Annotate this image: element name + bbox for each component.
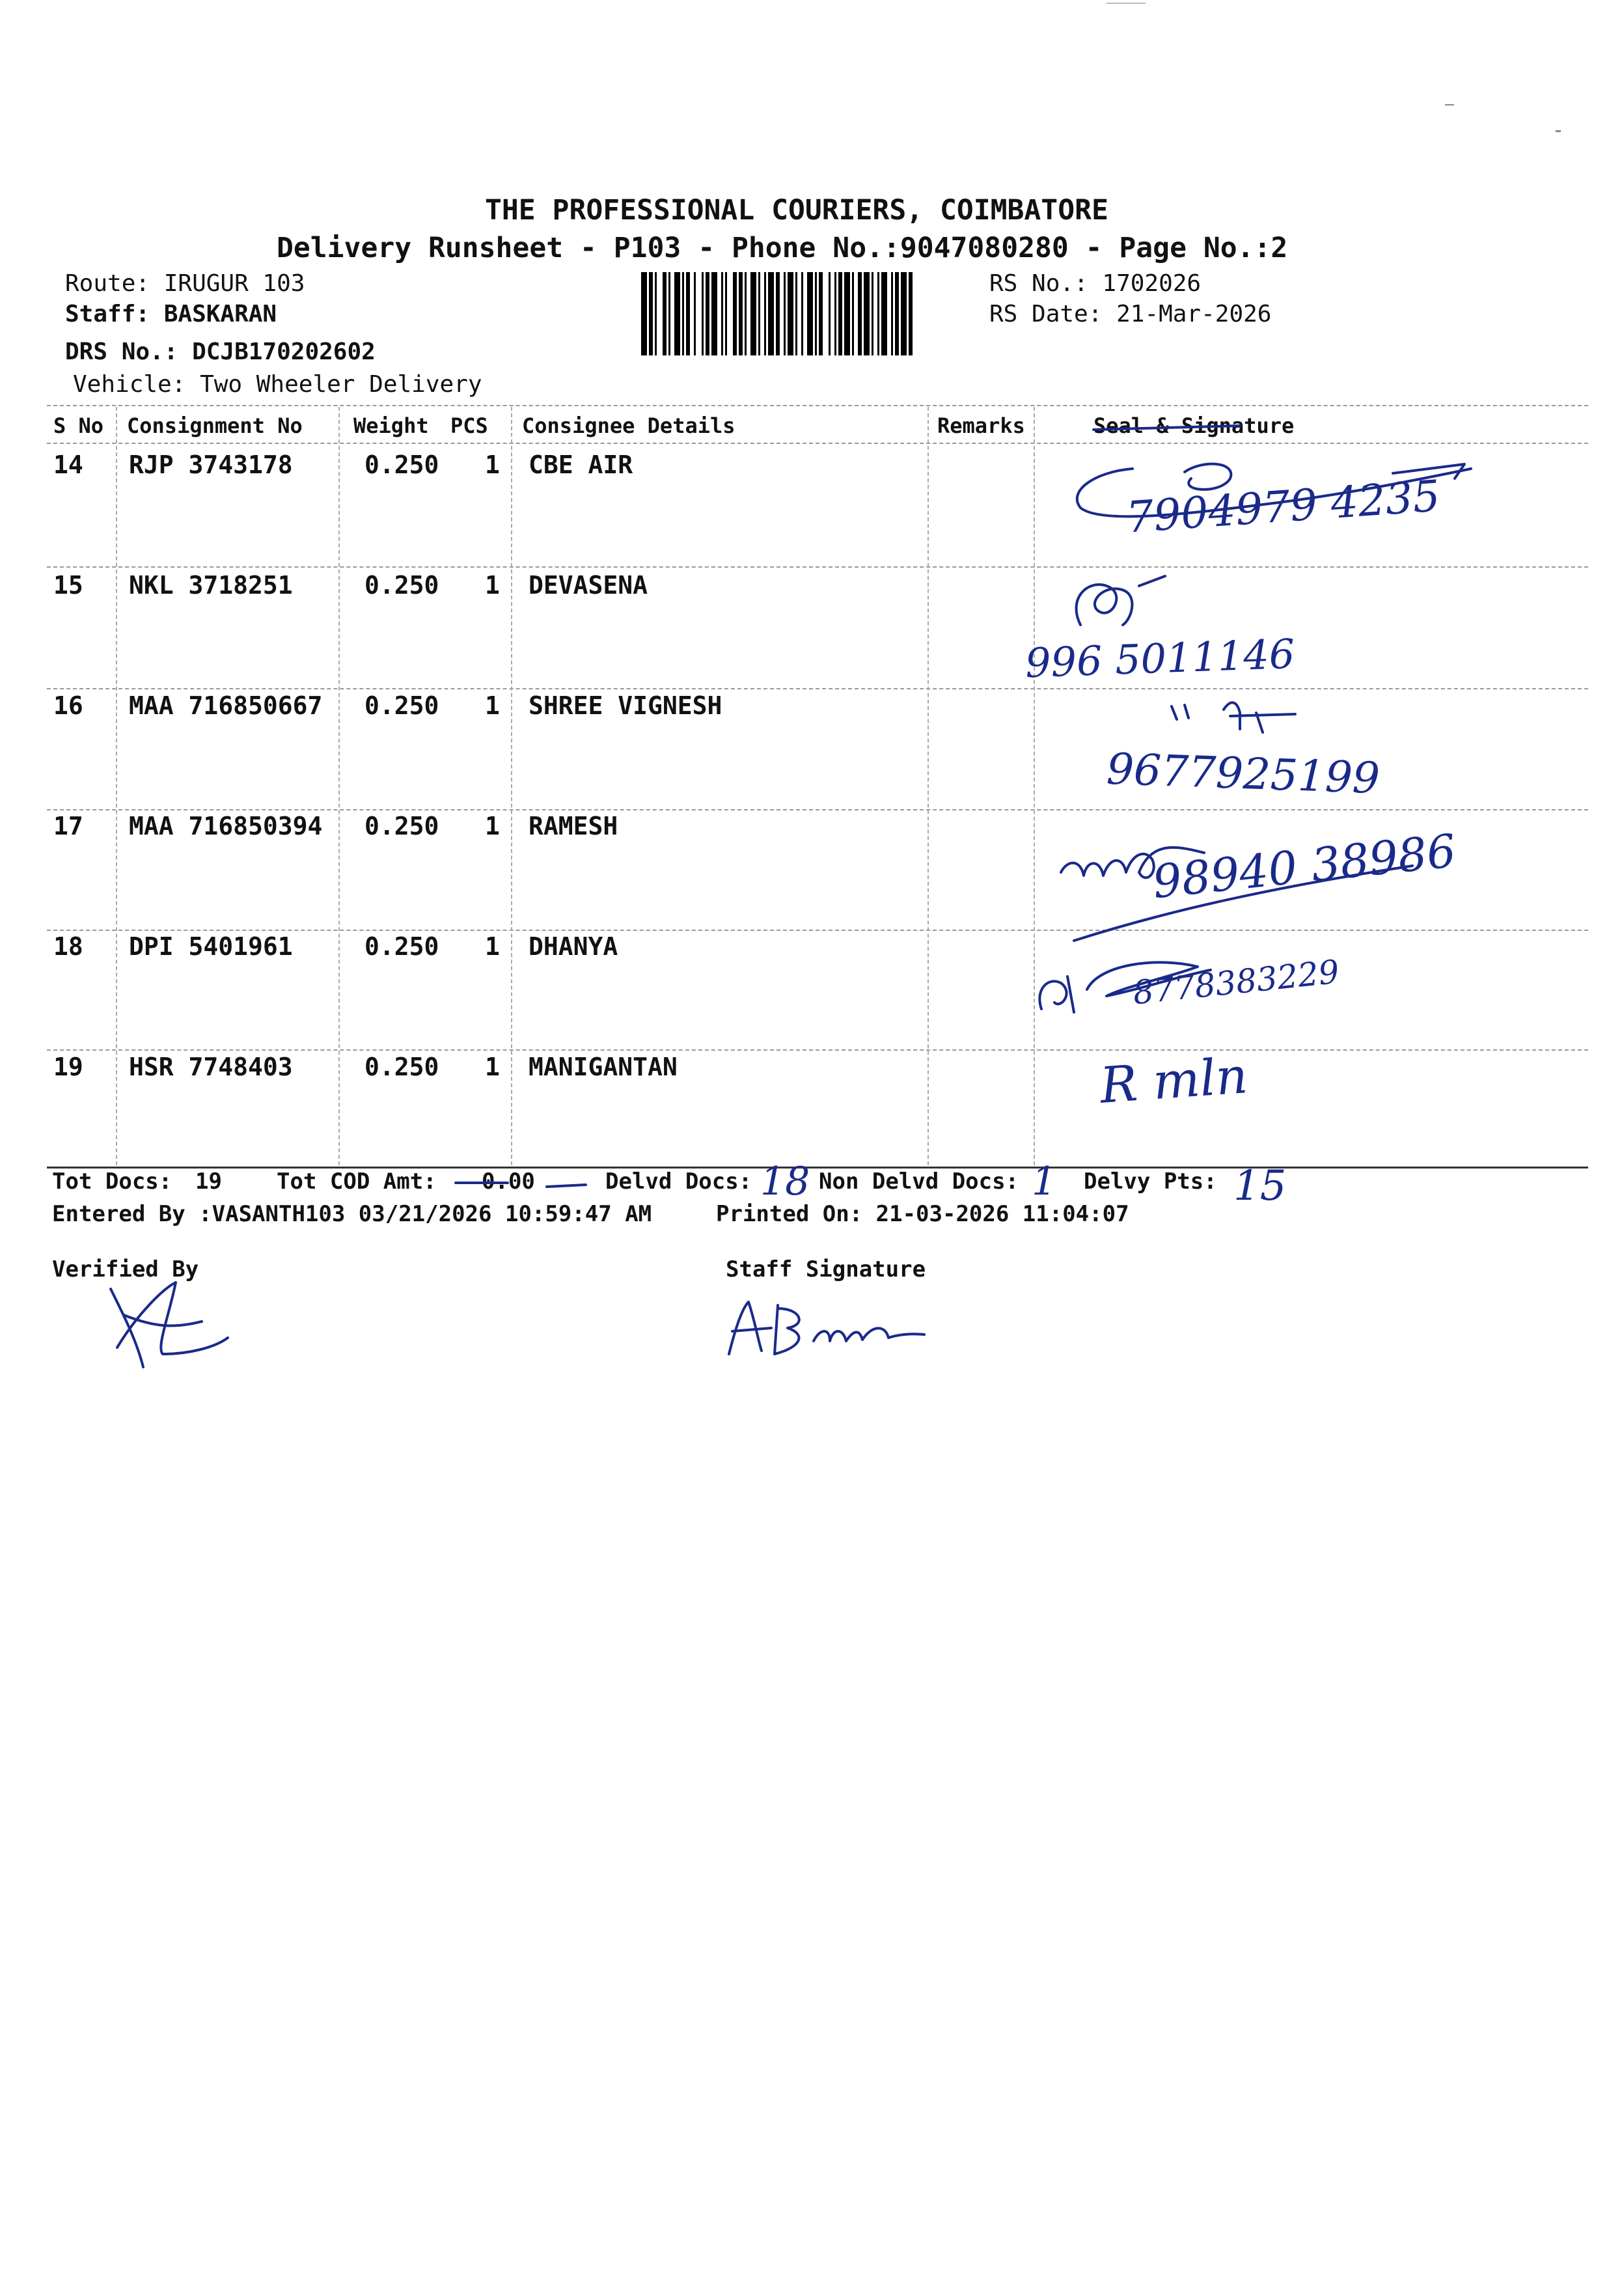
col-divider — [928, 407, 929, 1165]
delvd-docs-hand: 18 — [760, 1159, 810, 1204]
row-consignee: CBE AIR — [529, 450, 633, 479]
row-pcs: 1 — [485, 1053, 500, 1081]
row-consignment: MAA 716850394 — [129, 812, 323, 840]
row-consignee: MANIGANTAN — [529, 1053, 678, 1081]
row-sno: 18 — [53, 932, 83, 961]
row-weight: 0.250 — [364, 450, 439, 479]
company-title: THE PROFESSIONAL COURIERS, COIMBATORE — [485, 194, 1108, 227]
row-consignment: HSR 7748403 — [129, 1053, 293, 1081]
tot-cod-label: Tot COD Amt: — [277, 1169, 437, 1195]
verified-by-label: Verified By — [52, 1256, 199, 1282]
handwritten-phone: 7904979 4235 — [1124, 471, 1442, 543]
row-pcs: 1 — [485, 571, 500, 600]
col-divider — [116, 407, 117, 1165]
signature-scribble — [1165, 693, 1334, 739]
row-sno: 16 — [53, 691, 83, 720]
delvd-docs-label: Delvd Docs: — [605, 1169, 752, 1195]
handwritten-phone: 98940 38986 — [1149, 823, 1459, 909]
drs-number: DRS No.: DCJB170202602 — [65, 339, 376, 365]
row-sno: 15 — [53, 571, 83, 600]
row-sno: 19 — [53, 1053, 83, 1081]
scan-speck — [1445, 104, 1454, 105]
row-consignee: DHANYA — [529, 932, 618, 961]
cod-strike-icon — [449, 1175, 592, 1195]
row-divider — [47, 688, 1588, 689]
col-divider — [338, 407, 340, 1165]
col-weight: Weight — [353, 413, 429, 438]
delvy-pts-hand: 15 — [1233, 1162, 1287, 1210]
row-divider — [47, 809, 1588, 810]
runsheet-subtitle: Delivery Runsheet - P103 - Phone No.:9047080280 - Page No.:2 — [277, 232, 1288, 264]
staff-signature-label: Staff Signature — [726, 1256, 926, 1282]
delvy-pts-label: Delvy Pts: — [1084, 1169, 1217, 1195]
row-consignment: NKL 3718251 — [129, 571, 293, 600]
row-weight: 0.250 — [364, 932, 439, 961]
printed-on: Printed On: 21-03-2026 11:04:07 — [716, 1201, 1129, 1227]
staff: Staff: BASKARAN — [65, 301, 277, 327]
staff-signature — [716, 1289, 937, 1367]
table-top-border — [47, 405, 1588, 406]
col-sno: S No — [53, 413, 104, 438]
row-divider — [47, 1049, 1588, 1051]
non-delvd-hand: 1 — [1032, 1159, 1057, 1204]
tot-docs-label: Tot Docs: — [52, 1169, 172, 1195]
row-consignment: RJP 3743178 — [129, 450, 293, 479]
entered-by: Entered By :VASANTH103 03/21/2026 10:59:47 AM — [52, 1201, 652, 1227]
scan-speck — [1556, 130, 1561, 132]
row-pcs: 1 — [485, 812, 500, 840]
row-weight: 0.250 — [364, 1053, 439, 1081]
col-divider — [1034, 407, 1035, 1165]
row-consignment: DPI 5401961 — [129, 932, 293, 961]
row-consignment: MAA 716850667 — [129, 691, 323, 720]
scan-speck — [1107, 3, 1146, 4]
col-consignment: Consignment No — [127, 413, 303, 438]
handwritten-signature: R mln — [1098, 1046, 1250, 1114]
row-weight: 0.250 — [364, 812, 439, 840]
row-sno: 14 — [53, 450, 83, 479]
non-delvd-label: Non Delvd Docs: — [819, 1169, 1019, 1195]
row-weight: 0.250 — [364, 571, 439, 600]
row-weight: 0.250 — [364, 691, 439, 720]
row-pcs: 1 — [485, 932, 500, 961]
rs-number: RS No.: 1702026 — [989, 270, 1202, 297]
col-consignee: Consignee Details — [522, 413, 735, 438]
row-pcs: 1 — [485, 450, 500, 479]
handwritten-phone: 996 5011146 — [1024, 629, 1296, 687]
col-divider — [511, 407, 512, 1165]
col-seal-signature: Seal & Signature — [1093, 413, 1295, 438]
row-pcs: 1 — [485, 691, 500, 720]
route: Route: IRUGUR 103 — [65, 270, 305, 297]
verified-signature — [98, 1276, 241, 1380]
col-pcs: PCS — [450, 413, 488, 438]
barcode — [641, 272, 980, 355]
row-consignee: SHREE VIGNESH — [529, 691, 722, 720]
handwritten-phone: 9677925199 — [1105, 743, 1381, 804]
tot-cod-value: 0.00 — [482, 1169, 535, 1195]
col-remarks: Remarks — [937, 413, 1025, 438]
row-sno: 17 — [53, 812, 83, 840]
tot-docs-value: 19 — [195, 1169, 222, 1195]
handwritten-phone: 8778383229 — [1131, 952, 1341, 1012]
vehicle: Vehicle: Two Wheeler Delivery — [73, 371, 482, 398]
row-consignee: RAMESH — [529, 812, 618, 840]
row-consignee: DEVASENA — [529, 571, 648, 600]
row-divider — [47, 566, 1588, 568]
rs-date: RS Date: 21-Mar-2026 — [989, 301, 1272, 327]
